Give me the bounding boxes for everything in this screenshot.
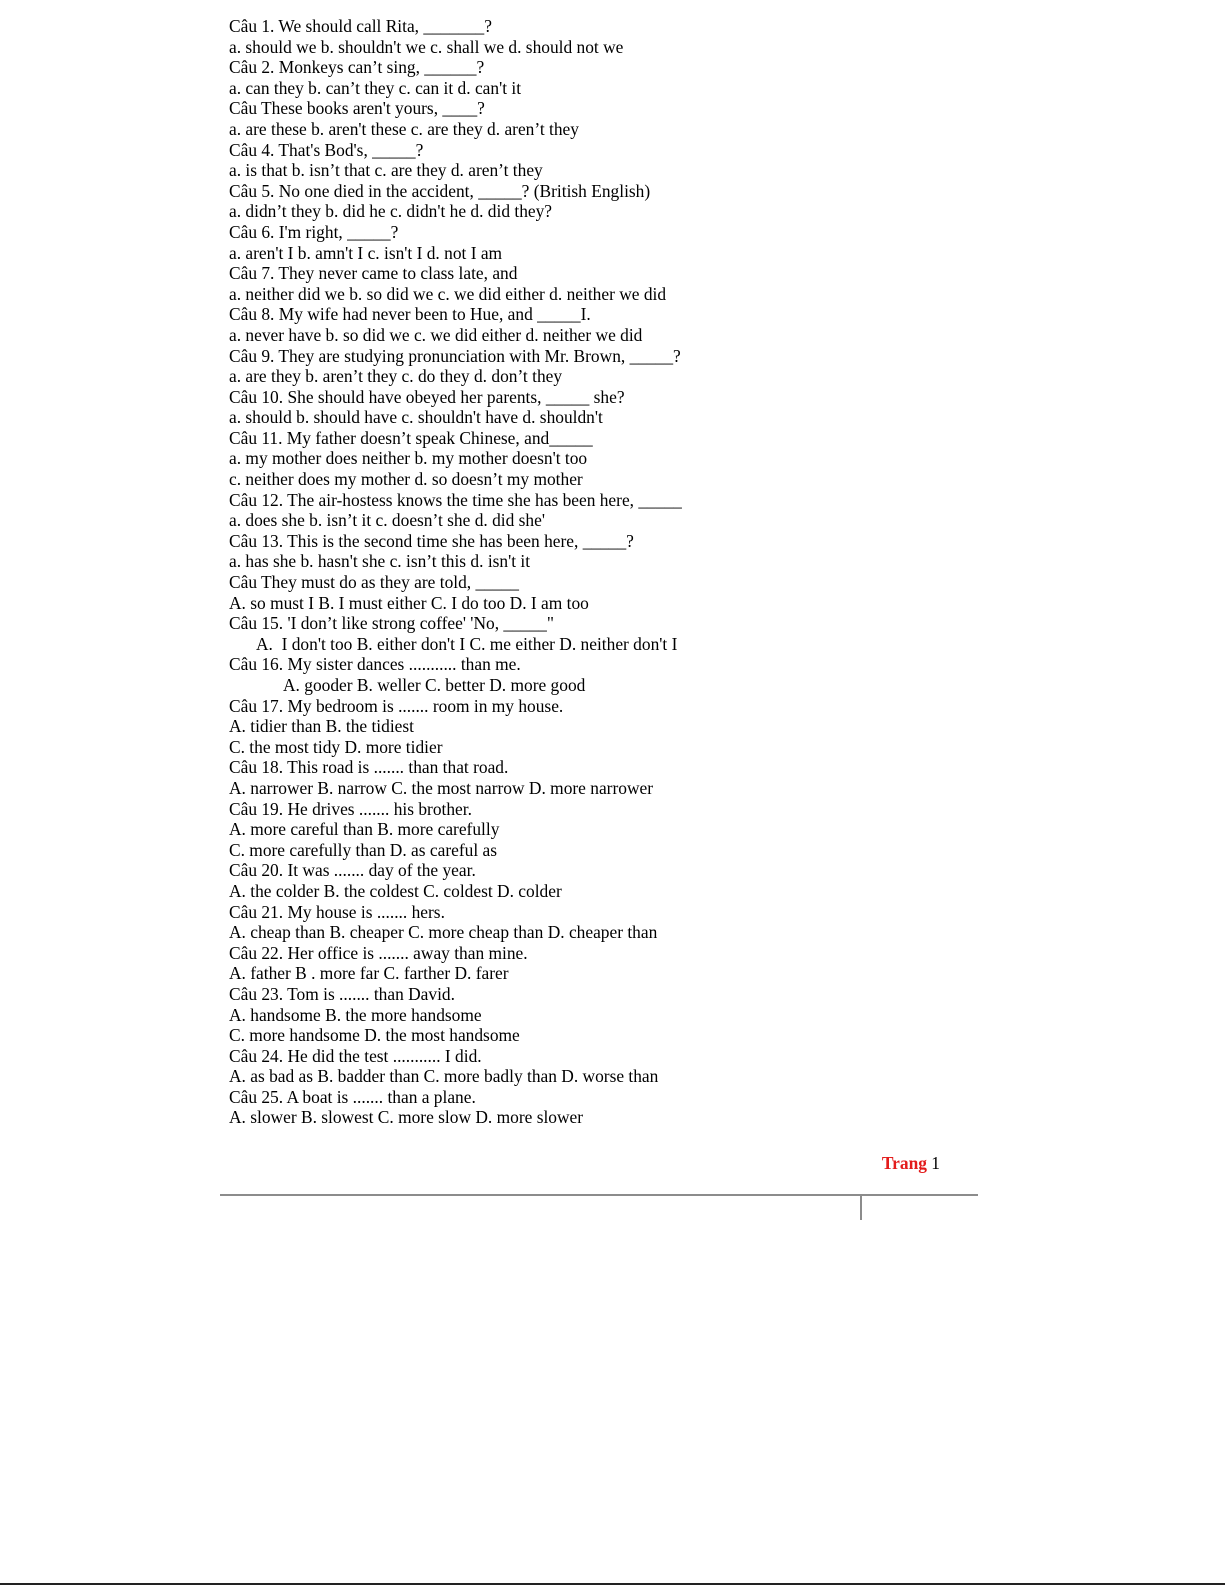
answer-options-line: A. I don't too B. either don't I C. me either D. neither don't I [256,633,678,654]
answer-options-line: A. more careful than B. more carefully [229,819,500,840]
answer-options-line: a. neither did we b. so did we c. we did either d. neither we did [229,283,667,304]
answer-options-line: A. cheap than B. cheaper C. more cheap than D. cheaper than [229,922,658,943]
question-line: Câu 10. She should have obeyed her parents, _____ she? [229,386,625,407]
answer-options-line: a. never have b. so did we c. we did either d. neither we did [229,324,643,345]
page-footer [882,1153,940,1173]
question-line: Câu 5. No one died in the accident, _____? (British English) [229,180,651,201]
answer-options-line: C. more carefully than D. as careful as [229,839,497,860]
answer-options-line: a. should b. should have c. shouldn't have d. shouldn't [229,407,603,428]
answer-options-line: a. should we b. shouldn't we c. shall we d. should not we [229,36,624,57]
answer-options-line: A. handsome B. the more handsome [229,1004,482,1025]
answer-options-line: a. are they b. aren’t they c. do they d. don’t they [229,366,563,387]
question-line: Câu 2. Monkeys can’t sing, ______? [229,57,485,78]
answer-options-line: A. the colder B. the coldest C. coldest D. colder [229,880,562,901]
answer-options-line: a. my mother does neither b. my mother doesn't too [229,448,588,469]
answer-options-line: C. more handsome D. the most handsome [229,1025,520,1046]
question-line: Câu 17. My bedroom is ....... room in my house. [229,695,564,716]
answer-options-line: A. narrower B. narrow C. the most narrow D. more narrower [229,777,654,798]
question-line: Câu 9. They are studying pronunciation with Mr. Brown, _____? [229,345,681,366]
answer-options-line: A. tidier than B. the tidiest [229,716,414,737]
footer-rule [220,1194,978,1196]
answer-options-line: a. aren't I b. amn't I c. isn't I d. not I am [229,242,503,263]
answer-options-line: c. neither does my mother d. so doesn’t my mother [229,469,583,490]
question-line: Câu 8. My wife had never been to Hue, and _____I. [229,304,591,325]
answer-options-line: a. didn’t they b. did he c. didn't he d. did they? [229,201,553,222]
answer-options-line: a. can they b. can’t they c. can it d. can't it [229,77,522,98]
question-list [229,16,949,1128]
question-line: Câu 24. He did the test ........... I did. [229,1045,482,1066]
question-line: Câu 11. My father doesn’t speak Chinese, and_____ [229,427,593,448]
answer-options-line: A. father B . more far C. farther D. farer [229,963,509,984]
answer-options-line: a. has she b. hasn't she c. isn’t this d. isn't it [229,551,531,572]
question-line: Câu 15. 'I don’t like strong coffee' 'No, _____" [229,613,554,634]
question-line: Câu 23. Tom is ....... than David. [229,983,455,1004]
question-line: Câu 6. I'm right, _____? [229,221,399,242]
question-line: Câu 25. A boat is ....... than a plane. [229,1086,476,1107]
answer-options-line: A. gooder B. weller C. better D. more good [283,675,586,695]
question-line: Câu 4. That's Bod's, _____? [229,139,424,160]
question-line: Câu 1. We should call Rita, _______? [229,16,492,36]
question-line: Câu 20. It was ....... day of the year. [229,860,476,881]
page-number: 1 [931,1153,940,1173]
answer-options-line: C. the most tidy D. more tidier [229,736,443,757]
page-label: Trang [881,1153,927,1173]
answer-options-line: a. is that b. isn’t that c. are they d. aren’t they [229,160,543,181]
question-line: Câu They must do as they are told, _____ [229,572,519,593]
question-line: Câu 16. My sister dances ........... than me. [229,654,521,675]
question-line: Câu 18. This road is ....... than that road. [229,757,509,778]
question-line: Câu 19. He drives ....... his brother. [229,798,472,819]
answer-options-line: A. so must I B. I must either C. I do too D. I am too [229,592,589,613]
question-line: Câu These books aren't yours, ____? [229,98,485,119]
answer-options-line: a. are these b. aren't these c. are they d. aren’t they [229,118,579,139]
question-line: Câu 13. This is the second time she has been here, _____? [229,530,634,551]
question-line: Câu 21. My house is ....... hers. [229,901,445,922]
answer-options-line: a. does she b. isn’t it c. doesn’t she d. did she' [229,510,545,531]
footer-rule-tick [860,1196,862,1220]
question-line: Câu 7. They never came to class late, and [229,263,518,284]
question-line: Câu 12. The air-hostess knows the time she has been here, _____ [229,489,682,510]
answer-options-line: A. slower B. slowest C. more slow D. more slower [229,1107,584,1128]
answer-options-line: A. as bad as B. badder than C. more badly than D. worse than [229,1066,659,1087]
question-line: Câu 22. Her office is ....... away than mine. [229,942,528,963]
